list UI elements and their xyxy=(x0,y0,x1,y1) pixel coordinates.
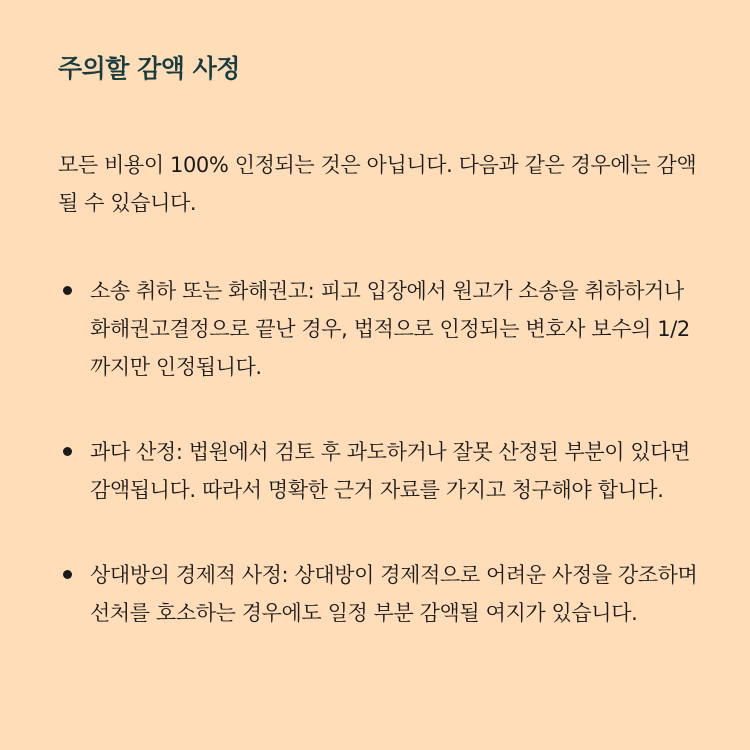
list-item-text: 상대방의 경제적 사정: 상대방이 경제적으로 어려운 사정을 강조하며 선처를 호소하는 경우에도 일정 부분 감액될 여지가 있습니다. xyxy=(90,563,698,625)
list-item xyxy=(58,556,700,632)
list-item xyxy=(58,433,700,509)
bullet-dot-icon xyxy=(63,570,72,579)
bullet-dot-icon xyxy=(63,286,72,295)
bullet-dot-icon xyxy=(63,447,72,456)
bullet-list xyxy=(58,272,698,632)
intro-paragraph: 모든 비용이 100% 인정되는 것은 아닙니다. 다음과 같은 경우에는 감액될 수 있습니다. xyxy=(58,153,697,215)
list-item xyxy=(58,272,700,386)
page-title: 주의할 감액 사정 xyxy=(58,54,240,83)
list-item-text: 과다 산정: 법원에서 검토 후 과도하거나 잘못 산정된 부분이 있다면 감액됩니다. 따라서 명확한 근거 자료를 가지고 청구해야 합니다. xyxy=(90,440,691,502)
list-item-text: 소송 취하 또는 화해권고: 피고 입장에서 원고가 소송을 취하하거나 화해권고결정으로 끝난 경우, 법적으로 인정되는 변호사 보수의 1/2까지만 인정됩니다. xyxy=(90,279,690,379)
